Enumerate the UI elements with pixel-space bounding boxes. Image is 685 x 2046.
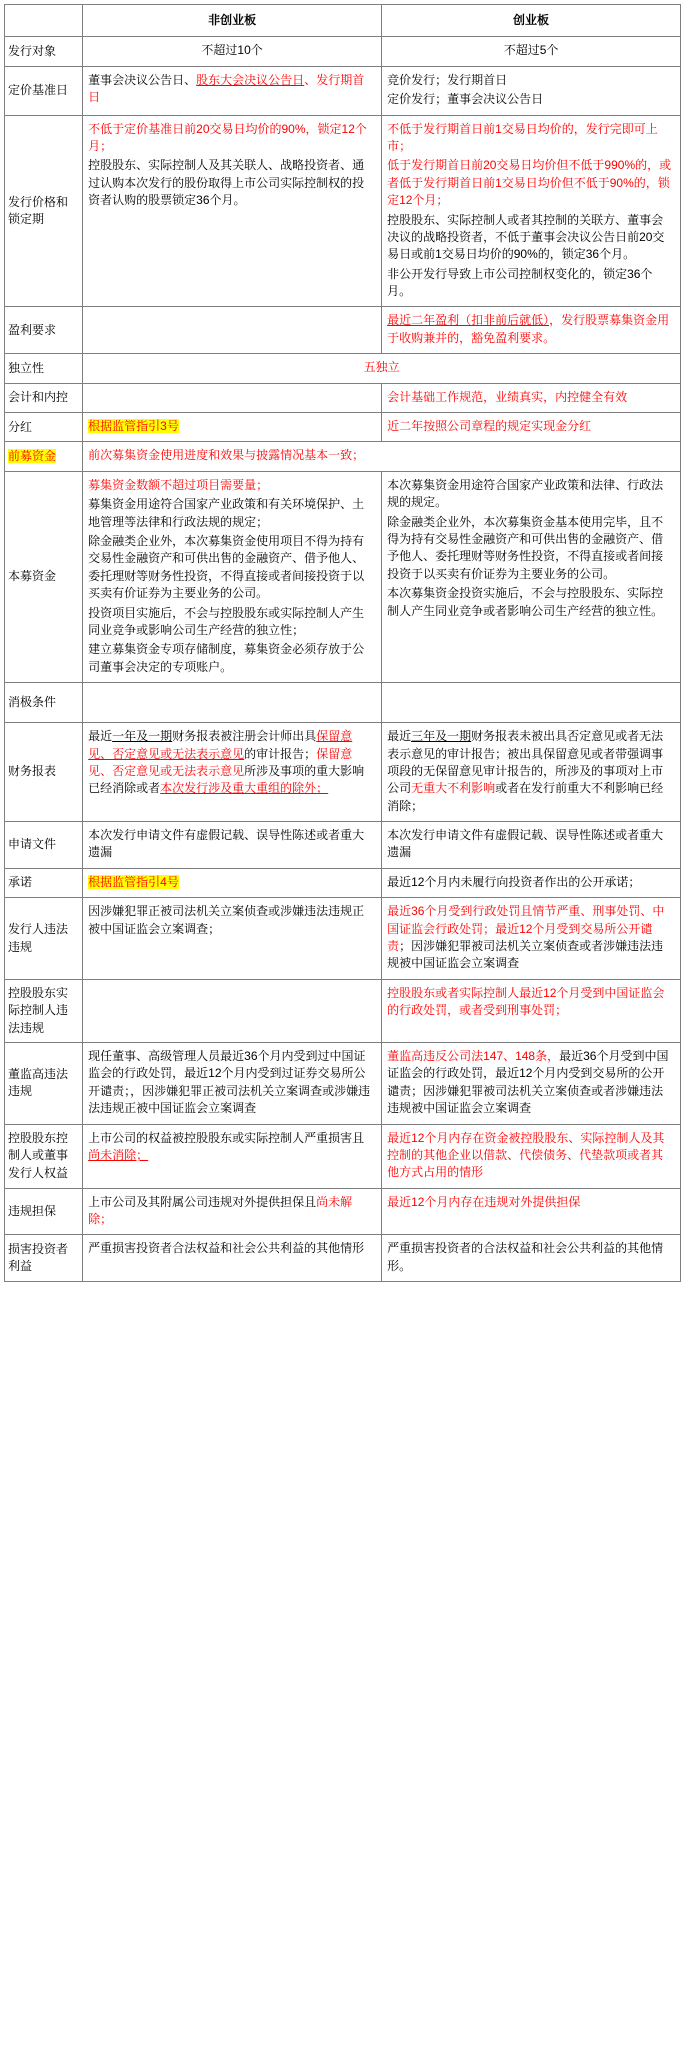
paragraph xyxy=(88,447,675,464)
text-segment: 投资项目实施后，不会与控股股东或实际控制人产生同业竞争或影响公司生产经营的独立性； xyxy=(88,605,365,637)
table-row xyxy=(5,307,681,354)
cell-chinext xyxy=(382,822,681,869)
text-segment: 除金融类企业外，本次募集资金基本使用完毕，且不得为持有交易性金融资产和可供出售的金融资产、借予他人、委托理财等财务性投资，不得直接或者间接投资于以买卖有价证券为主要业务的公司。 xyxy=(387,514,664,581)
table-row xyxy=(5,1124,681,1188)
text-segment: 会计基础工作规范，业绩真实，内控健全有效 xyxy=(387,389,628,404)
text-segment: 上市公司及其附属公司违规对外提供担保且 xyxy=(88,1194,317,1209)
table-row xyxy=(5,683,681,723)
row-label xyxy=(5,354,83,383)
table-row xyxy=(5,383,681,412)
paragraph xyxy=(88,533,376,603)
table-row xyxy=(5,898,681,980)
paragraph xyxy=(387,91,675,108)
table-body xyxy=(5,5,681,1282)
cell-chinext xyxy=(382,898,681,980)
paragraph xyxy=(387,121,675,156)
paragraph xyxy=(88,359,675,376)
text-segment: 不超过10个 xyxy=(201,43,263,58)
row-label-text: 前募资金 xyxy=(8,448,57,463)
row-label xyxy=(5,1188,83,1235)
text-segment: 保留意见、否定意见或无法表示意见 xyxy=(88,746,353,778)
paragraph xyxy=(387,514,675,584)
cell-non-chinext xyxy=(83,307,382,354)
text-segment: 股东大会决议公告日 xyxy=(196,72,305,87)
text-segment: 最近 xyxy=(88,729,113,744)
row-label-text: 董监高违法违规 xyxy=(8,1066,69,1099)
text-segment: 所涉及事项的重大影响已经消除或者 xyxy=(88,763,365,796)
row-label-text: 财务报表 xyxy=(8,764,57,779)
text-segment: 募集资金用途符合国家产业政策和有关环境保护、土地管理等法律和行政法规的规定； xyxy=(88,497,365,529)
text-segment: 董监高违反公司法147、148条， xyxy=(387,1048,560,1063)
text-segment: 无重大不利影响 xyxy=(411,781,496,796)
text-segment: 990% xyxy=(604,158,636,173)
table-row xyxy=(5,1042,681,1124)
cell-chinext xyxy=(382,1042,681,1124)
text-segment: 控股股东或者实际控制人最近12个月受到中国证监会的行政处罚，或者受到刑事处罚； xyxy=(387,985,665,1018)
cell-non-chinext xyxy=(83,822,382,869)
text-segment: 不低于定价基准日前20交易日均价的90%，锁定12个月； xyxy=(88,121,367,153)
text-segment: 现任董事、高级管理人员最近36个月内受到过中国证监会的行政处罚，最近12个月内受到过证券交易所公开谴责；，因涉嫌犯罪正被司法机关立案调查或涉嫌违法违规正被中国证监会立案调查 xyxy=(88,1048,371,1116)
row-label xyxy=(5,307,83,354)
cell-chinext xyxy=(382,683,681,723)
cell-chinext xyxy=(382,307,681,354)
cell-non-chinext xyxy=(83,115,382,307)
row-label-text: 损害投资者利益 xyxy=(8,1241,69,1274)
paragraph xyxy=(387,985,675,1020)
paragraph xyxy=(88,605,376,640)
row-label xyxy=(5,115,83,307)
cell-chinext xyxy=(382,1124,681,1188)
text-segment: 董事会决议公告日、 xyxy=(88,72,197,87)
cell-non-chinext xyxy=(83,1188,382,1235)
table-row xyxy=(5,471,681,682)
text-segment: 最近12个月内存在资金被控股股东、实际控制人及其控制的其他企业以借款、代偿债务、代垫款项或者其他方式占用的情形 xyxy=(387,1130,665,1180)
paragraph xyxy=(88,1240,376,1257)
text-segment: 低于发行期首日前20交易日均价但不低于 xyxy=(387,158,605,173)
text-segment: 本次发行申请文件有虚假记载、误导性陈述或者重大遗漏 xyxy=(387,828,664,860)
cell-non-chinext xyxy=(83,1124,382,1188)
text-segment: 本次募集资金投资实施后，不会与控股股东、实际控制人产生同业竞争或者影响公司生产经营的独立性。 xyxy=(387,586,664,618)
text-segment: 控股股东、实际控制人及其关联人、战略投资者、通过认购本次发行的股份取得上市公司实际控制权的投资者认购的股票锁定36个月。 xyxy=(88,158,365,208)
paragraph xyxy=(387,1194,675,1211)
row-label-text: 发行对象 xyxy=(8,43,57,58)
paragraph xyxy=(387,1048,675,1118)
row-label-text: 控股股东控制人或董事发行人权益 xyxy=(8,1131,69,1180)
paragraph xyxy=(88,72,376,107)
text-segment: 的，或者低于发行期首日前1交易日均价但不低于90%的， xyxy=(387,158,672,190)
table-row xyxy=(5,115,681,307)
paragraph xyxy=(387,212,675,264)
row-label xyxy=(5,868,83,897)
row-label-text: 会计和内控 xyxy=(8,390,69,405)
text-segment: 控股股东、实际控制人或者其控制的关联方、董事会决议的战略投资者，不低于董事会决议公告日前20交易日或前1交易日均价的90%的，锁定36个月。 xyxy=(387,212,665,262)
text-segment: 财务报表未被出具否定意见或者无法表示意见的审计报告；被出具保留意见或者带强调事项段的无保留意见审计报告的，所涉及的事项对上市公司 xyxy=(387,729,664,796)
paragraph xyxy=(387,874,675,891)
paragraph xyxy=(387,312,675,347)
table-row xyxy=(5,1188,681,1235)
cell-chinext xyxy=(382,66,681,115)
paragraph xyxy=(88,477,376,494)
paragraph xyxy=(387,585,675,620)
paragraph xyxy=(88,121,376,156)
cell-chinext xyxy=(382,1235,681,1282)
table-row xyxy=(5,413,681,442)
text-segment: 尚未消除； xyxy=(88,1147,149,1162)
table-row xyxy=(5,66,681,115)
text-segment: 非公开发行导致上市公司控制权变化的，锁定36个月。 xyxy=(387,266,653,299)
row-merged-cell xyxy=(83,442,681,471)
cell-non-chinext xyxy=(83,37,382,66)
cell-chinext xyxy=(382,413,681,442)
row-label xyxy=(5,723,83,822)
paragraph xyxy=(387,266,675,301)
cell-chinext xyxy=(382,115,681,307)
paragraph xyxy=(387,827,675,862)
paragraph xyxy=(88,903,376,938)
text-segment: 不超过5个 xyxy=(503,43,559,58)
row-label-text: 发行价格和锁定期 xyxy=(8,194,69,227)
text-segment: 严重损害投资者合法权益和社会公共利益的其他情形 xyxy=(88,1241,365,1256)
table-row xyxy=(5,979,681,1042)
table-row xyxy=(5,723,681,822)
text-segment: 五独立 xyxy=(363,360,400,375)
row-label-text: 定价基准日 xyxy=(8,82,69,97)
row-label-text: 消极条件 xyxy=(8,694,57,709)
row-label xyxy=(5,413,83,442)
cell-chinext xyxy=(382,1188,681,1235)
table-row xyxy=(5,354,681,383)
text-segment: 根据监管指引4号 xyxy=(88,874,179,889)
row-label-text: 盈利要求 xyxy=(8,322,57,337)
text-segment: 锁定12个月； xyxy=(387,175,670,208)
text-segment: 最近36个月受到行政处罚且情节严重、刑事处罚、中国证监会行政处罚；最近12个月受到交易所公开谴责 xyxy=(387,904,665,954)
text-segment: 因涉嫌犯罪正被司法机关立案侦查或涉嫌违法违规正被中国证监会立案调查； xyxy=(88,904,365,936)
row-label-text: 控股股东实际控制人违法违规 xyxy=(8,985,69,1035)
text-segment: 严重损害投资者的合法权益和社会公共利益的其他情形。 xyxy=(387,1241,664,1273)
cell-non-chinext xyxy=(83,979,382,1042)
paragraph xyxy=(387,418,675,435)
text-segment: 建立募集资金专项存储制度，募集资金必须存放于公司董事会决定的专项账户。 xyxy=(88,642,365,674)
text-segment: 最近36个月受到中国证监会的行政处罚，最近12个月内受到交易所的公开谴责；因涉嫌犯罪被司法机关立案侦查或者涉嫌违法违规被中国证监会立案调查 xyxy=(387,1048,669,1116)
text-segment: 的审计报告； xyxy=(244,746,317,761)
row-label-text: 申请文件 xyxy=(8,837,57,852)
text-segment: ；因涉嫌犯罪被司法机关立案侦查或者涉嫌违法违规被中国证监会立案调查 xyxy=(387,939,664,971)
paragraph xyxy=(88,1194,376,1229)
text-segment: 本次发行涉及重大重组的除外； xyxy=(160,781,329,796)
row-label-text: 承诺 xyxy=(8,875,33,890)
table-header-row xyxy=(5,5,681,37)
text-segment: 最近二年盈利（扣非前后就低） xyxy=(387,313,550,328)
text-segment: 根据监管指引3号 xyxy=(88,419,179,434)
cell-chinext xyxy=(382,979,681,1042)
table-row xyxy=(5,1235,681,1282)
paragraph xyxy=(88,641,376,676)
paragraph xyxy=(88,1130,376,1165)
row-label xyxy=(5,442,83,471)
cell-non-chinext xyxy=(83,683,382,723)
row-label xyxy=(5,471,83,682)
paragraph xyxy=(88,496,376,531)
row-label xyxy=(5,383,83,412)
text-segment: 、发行期首日 xyxy=(88,72,365,105)
text-segment: 财务报表被注册会计师出具 xyxy=(172,729,317,744)
text-segment: 三年及一期 xyxy=(411,729,472,744)
paragraph xyxy=(88,157,376,209)
paragraph xyxy=(387,477,675,512)
paragraph xyxy=(88,728,376,798)
text-segment: 保留意见、否定意见或无法表示意见 xyxy=(88,729,353,761)
row-label-text: 分红 xyxy=(8,419,33,434)
paragraph xyxy=(387,157,675,209)
cell-non-chinext xyxy=(83,898,382,980)
cell-chinext xyxy=(382,383,681,412)
text-segment: 竞价发行；发行期首日 xyxy=(387,72,508,87)
paragraph xyxy=(387,72,675,89)
row-label-text: 本募资金 xyxy=(8,569,57,584)
text-segment: 上市公司的权益被控股股东或实际控制人严重损害且 xyxy=(88,1130,365,1145)
text-segment: 尚未解除； xyxy=(88,1194,353,1227)
cell-non-chinext xyxy=(83,1235,382,1282)
cell-non-chinext xyxy=(83,66,382,115)
text-segment: 除金融类企业外，本次募集资金使用项目不得为持有交易性金融资产和可供出售的金融资产、借予他人、委托理财等财务性投资，不得直接或者间接投资于以买卖有价证券为主要业务的公司。 xyxy=(88,533,365,601)
header-cell-chinext: 创业板 xyxy=(382,5,681,37)
paragraph xyxy=(387,389,675,406)
paragraph xyxy=(88,1048,376,1118)
cell-non-chinext xyxy=(83,471,382,682)
cell-chinext xyxy=(382,37,681,66)
table-row xyxy=(5,822,681,869)
row-label xyxy=(5,37,83,66)
text-segment: 本次募集资金用途符合国家产业政策和法律、行政法规的规定。 xyxy=(387,477,664,510)
cell-chinext xyxy=(382,868,681,897)
cell-non-chinext xyxy=(83,383,382,412)
paragraph xyxy=(88,42,376,59)
paragraph xyxy=(88,418,376,435)
paragraph xyxy=(88,827,376,862)
paragraph xyxy=(387,903,675,973)
row-label xyxy=(5,979,83,1042)
cell-non-chinext xyxy=(83,723,382,822)
cell-non-chinext xyxy=(83,868,382,897)
row-label xyxy=(5,66,83,115)
text-segment: ，发行股票募集资金用于收购兼并的，豁免盈利要求。 xyxy=(387,313,670,345)
text-segment: 本次发行申请文件有虚假记载、误导性陈述或者重大遗漏 xyxy=(88,828,365,860)
cell-chinext xyxy=(382,471,681,682)
text-segment: 近二年按照公司章程的规定实现金分红 xyxy=(387,419,592,434)
row-label xyxy=(5,898,83,980)
cell-chinext xyxy=(382,723,681,822)
row-label-text: 独立性 xyxy=(8,360,45,375)
text-segment: 定价发行；董事会决议公告日 xyxy=(387,92,544,107)
paragraph xyxy=(88,874,376,891)
table-row xyxy=(5,37,681,66)
text-segment: 一年及一期 xyxy=(112,729,173,744)
header-cell-non-chinext: 非创业板 xyxy=(83,5,382,37)
paragraph xyxy=(387,1240,675,1275)
table-row xyxy=(5,868,681,897)
comparison-table xyxy=(4,4,681,1282)
text-segment: 或者在发行前重大不利影响已经消除； xyxy=(387,781,664,813)
row-label-text: 违规担保 xyxy=(8,1203,57,1218)
text-segment: 最近12个月内存在违规对外提供担保 xyxy=(387,1194,581,1209)
text-segment: 最近 xyxy=(387,729,412,744)
row-label xyxy=(5,1235,83,1282)
text-segment: 募集资金数额不超过项目需要量； xyxy=(88,477,269,492)
row-label xyxy=(5,1124,83,1188)
text-segment: 不低于发行期首日前1交易日均价的，发行完即可上市； xyxy=(387,121,658,153)
row-merged-cell xyxy=(83,354,681,383)
row-label xyxy=(5,1042,83,1124)
text-segment: 最近12个月内未履行向投资者作出的公开承诺； xyxy=(387,874,641,889)
cell-non-chinext xyxy=(83,1042,382,1124)
paragraph xyxy=(387,1130,675,1182)
row-label xyxy=(5,822,83,869)
text-segment: 前次募集资金使用进度和效果与披露情况基本一致； xyxy=(88,448,365,463)
paragraph xyxy=(387,728,675,815)
table-row xyxy=(5,442,681,471)
row-label xyxy=(5,683,83,723)
cell-non-chinext xyxy=(83,413,382,442)
row-label-text: 发行人违法违规 xyxy=(8,922,69,954)
header-cell-blank xyxy=(5,5,83,37)
paragraph xyxy=(387,42,675,59)
